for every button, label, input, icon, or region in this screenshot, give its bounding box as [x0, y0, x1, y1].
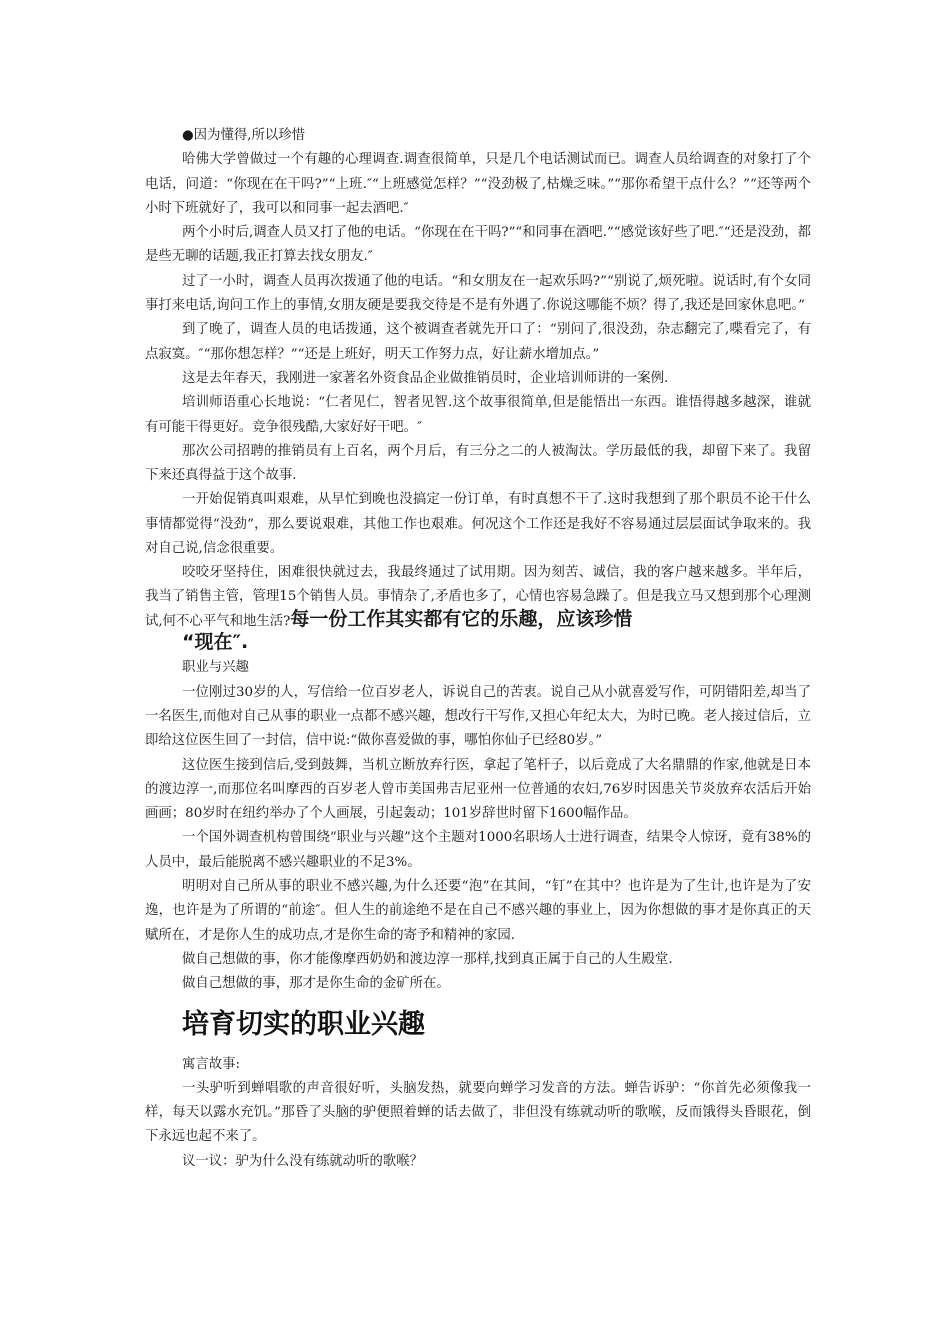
- document-page: [145, 124, 811, 1174]
- paragraph: 一位刚过30岁的人，写信给一位百岁老人，诉说自己的苦衷。说自己从小就喜爱写作，可阴错阳差,却当了一名医生,而他对自己从事的职业一点都不感兴趣，想改行干写作,又担心年纪太大，为时已晚。老人接过信后，立即给这位医生回了一封信，信中说:“做你喜爱做的事，哪怕你仙子已经80岁。”: [145, 684, 811, 749]
- paragraph-text: 咬咬牙坚持住，困难很快就过去，我最终通过了试用期。因为刻苦、诚信，我的客户越来越多。半年后，我当了销售主管，管理15个销售人员。事情杂了,矛盾也多了，心情也容易急躁了。但是我立马又想到那个心理测试,何不心平气和地生活?: [145, 565, 811, 630]
- paragraph: 一头驴听到蝉唱歌的声音很好听，头脑发热，就要向蝉学习发音的方法。蝉告诉驴：“你首先必须像我一样，每天以露水充饥。”那昏了头脑的驴便照着蝉的话去做了，非但没有练就动听的歌喉，反而饿得头昏眼花，倒下永远也起不来了。: [145, 1080, 811, 1145]
- paragraph: 一个国外调查机构曾围绕“职业与兴趣”这个主题对1000名职场人士进行调查，结果令人惊讶，竟有38%的人员中，最后能脱离不感兴趣职业的不足3%。: [145, 830, 811, 870]
- paragraph: 哈佛大学曾做过一个有趣的心理调查.调查很简单，只是几个电话测试而已。调查人员给调查的对象打了个电话，问道：“你现在在干吗?”“上班.″“上班感觉怎样？”“没劲极了,枯燥乏味。”“那你希望干点什么？”“还等两个小时下班就好了，我可以和同事一起去酒吧.″: [145, 152, 811, 216]
- paragraph: 一开始促销真叫艰难，从早忙到晚也没搞定一份订单，有时真想不干了.这时我想到了那个职员不论干什么事情都觉得“没劲”，那么要说艰难，其他工作也艰难。何况这个工作还是我好不容易通过层层面试争取来的。我对自己说,信念很重要。: [145, 492, 811, 557]
- emphasis-text-continued: “现在″.: [182, 631, 249, 654]
- paragraph: 这位医生接到信后,受到鼓舞，当机立断放弃行医，拿起了笔杆子，以后竟成了大名鼎鼎的作家,他就是日本的渡边淳一,而那位名叫摩西的百岁老人曾市美国弗吉尼亚州一位普通的农妇,76岁时因患关节炎放弃农活后开始画画；80岁时在纽约举办了个人画展，引起轰动；101岁辞世时留下1600幅作品。: [145, 757, 811, 822]
- label: 寓言故事:: [182, 1056, 241, 1072]
- section-title: 职业与兴趣: [182, 660, 249, 676]
- paragraph: 明明对自己所从事的职业不感兴趣,为什么还要“泡”在其间，“钉”在其中？也许是为了生计,也许是为了安逸，也许是为了所谓的“前途″。但人生的前途绝不是在自己不感兴趣的事业上，因为你想做的事才是你真正的天赋所在，才是你人生的成功点,才是你生命的寄予和精神的家园.: [145, 879, 811, 943]
- paragraph: 那次公司招聘的推销员有上百名，两个月后，有三分之二的人被淘汰。学历最低的我，却留下来了。我留下来还真得益于这个故事.: [145, 443, 811, 484]
- section-title-bullet: ●因为懂得,所以珍惜: [182, 128, 306, 143]
- paragraph: 做自己想做的事，你才能像摩西奶奶和渡边淳一那样,找到真正属于自己的人生殿堂.: [182, 951, 673, 967]
- paragraph: 做自己想做的事，那才是你生命的金矿所在。: [182, 976, 450, 992]
- emphasis-text: 每一份工作其实都有它的乐趣，应该珍惜: [290, 608, 633, 631]
- paragraph: 到了晚了，调查人员的电话拨通，这个被调查者就先开口了：“别问了,很没劲，杂志翻完了,喋看完了，有点寂寞。″“那你想怎样？”“还是上班好，明天工作努力点，好让薪水增加点。”: [145, 322, 811, 362]
- paragraph: 过了一小时，调查人员再次拨通了他的电话。“和女朋友在一起欢乐吗?”“别说了,烦死啦。说话时,有个女同事打来电话,询问工作上的事情,女朋友硬是要我交待是不是有外遇了.你说这哪能不烦？得了,我还是回家休息吧。”: [145, 273, 811, 314]
- paragraph: 培训师语重心长地说：“仁者见仁，智者见智.这个故事很简单,但是能悟出一东西。谁悟得越多越深，谁就有可能干得更好。竞争很残酷,大家好好干吧。″: [145, 395, 811, 435]
- paragraph: 议一议：驴为什么没有练就动听的歌喉？: [182, 1153, 424, 1169]
- paragraph: 这是去年春天，我刚进一家著名外资食品企业做推销员时，企业培训师讲的一案例.: [182, 370, 669, 386]
- paragraph-with-emphasis: [145, 561, 811, 656]
- section-heading: 培育切实的职业兴趣: [182, 1008, 425, 1040]
- paragraph: 两个小时后,调查人员又打了他的电话。“你现在在干吗?”“和同事在酒吧.”“感觉该好些了吧.″“还是没劲，都是些无聊的话题,我正打算去找女朋友.″: [145, 225, 811, 265]
